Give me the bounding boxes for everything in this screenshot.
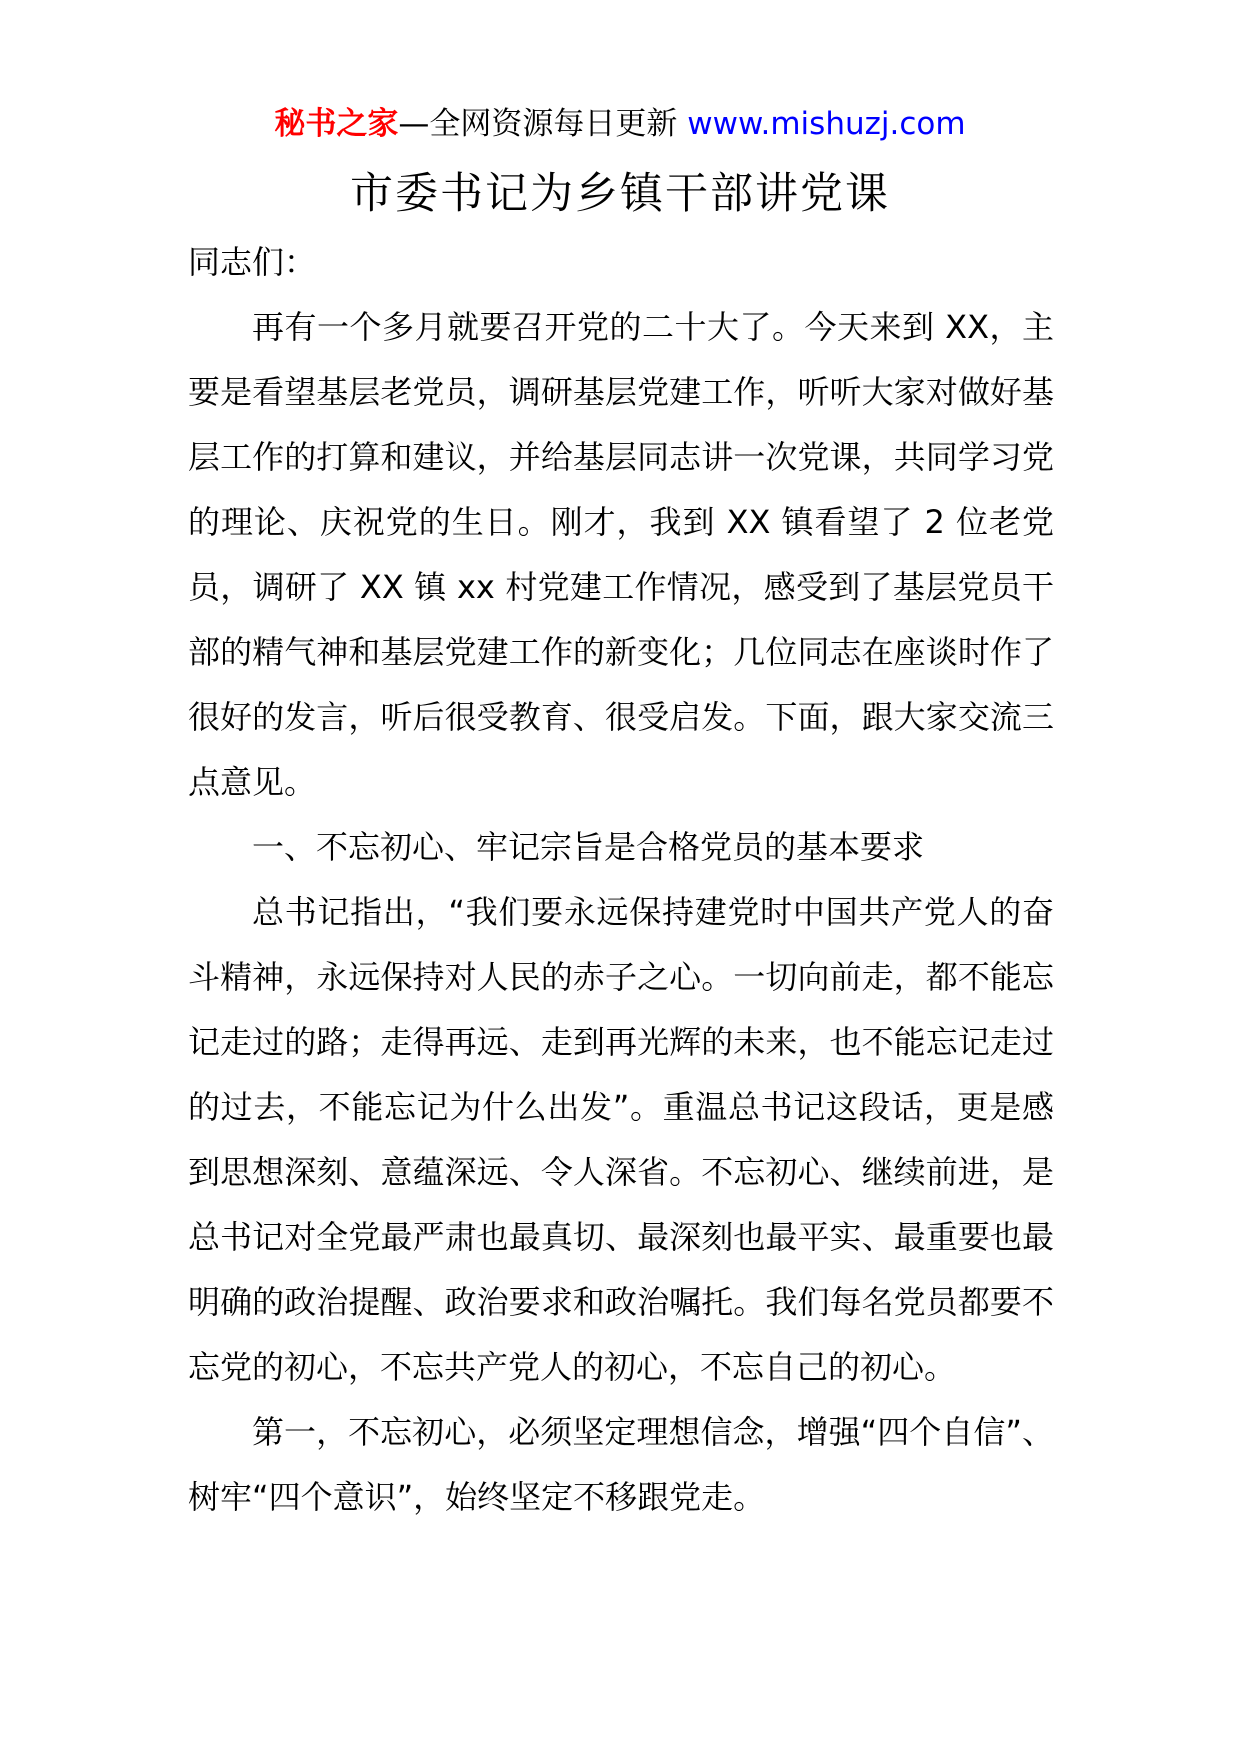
paragraph-quote: 总书记指出，“我们要永远保持建党时中国共产党人的奋斗精神，永远保持对人民的赤子之心。一切向前走，都不能忘记走过的路；走得再远、走到再光辉的未来，也不能忘记走过的过去，不能忘记为什么出发”。重温总书记这段话，更是感到思想深刻、意蕴深远、令人深省。不忘初心、继续前进，是总书记对全党最严肃也最真切、最深刻也最平实、最重要也最明确的政治提醒、政治要求和政治嘱托。我们每名党员都要不忘党的初心，不忘共产党人的初心，不忘自己的初心。	[188, 893, 1054, 1386]
document-title: 市委书记为乡镇干部讲党课	[350, 169, 890, 219]
section-heading-1: 一、不忘初心、牢记宗旨是合格党员的基本要求	[252, 828, 925, 866]
watermark-banner	[0, 102, 1240, 146]
website-url: www.mishuzj.com	[687, 106, 966, 142]
banner-slogan: —全网资源每日更新	[398, 106, 688, 142]
paragraph-intro: 再有一个多月就要召开党的二十大了。今天来到 XX，主要是看望基层老党员，调研基层党建工作，听听大家对做好基层工作的打算和建议，并给基层同志讲一次党课，共同学习党的理论、庆祝党的生日。刚才，我到 XX 镇看望了 2 位老党员，调研了 XX 镇 xx 村党建工作情况，感受到了基层党员干部的精气神和基层党建工作的新变化；几位同志在座谈时作了很好的发言，听后很受教育、很受启发。下面，跟大家交流三点意见。	[188, 308, 1054, 801]
brand-name: 秘书之家	[274, 106, 399, 142]
paragraph-first-point: 第一，不忘初心，必须坚定理想信念，增强“四个自信”、树牢“四个意识”，始终坚定不移跟党走。	[188, 1413, 1054, 1516]
salutation: 同志们：	[188, 243, 317, 281]
document-body	[188, 230, 1054, 1530]
